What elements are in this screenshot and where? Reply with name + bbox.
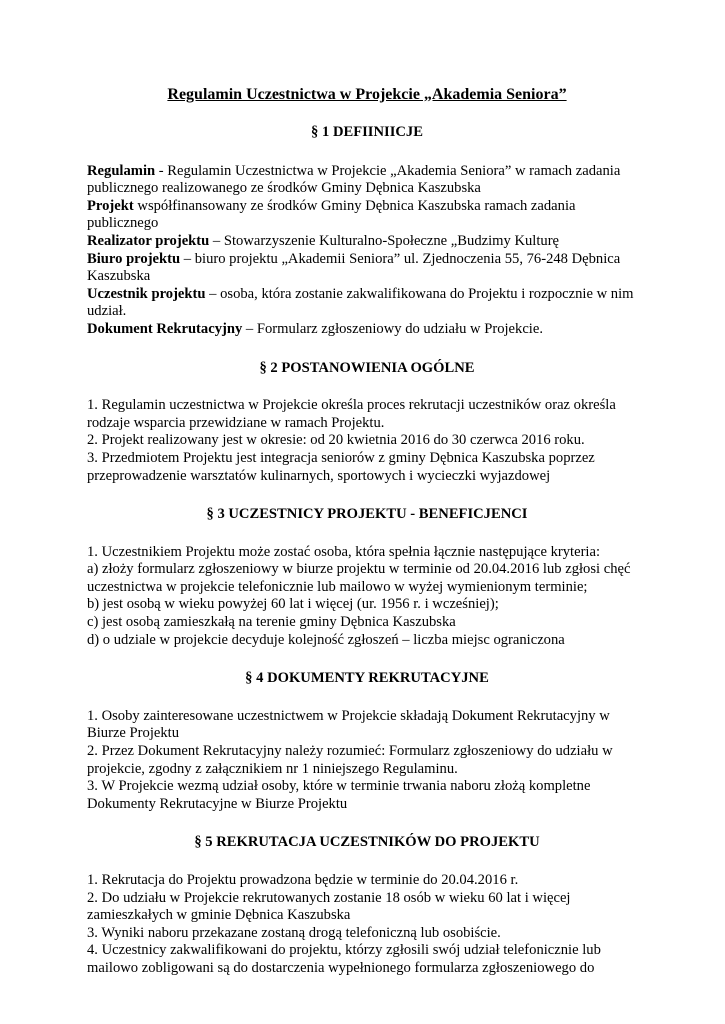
paragraph: 2. Przez Dokument Rekrutacyjny należy rozumieć: Formularz zgłoszeniowy do udziału w projekcie, zgodny z załącznikiem nr 1 niniejszego Regulaminu. [87, 743, 613, 777]
definition-projekt [87, 198, 647, 233]
document-title: Regulamin Uczestnictwa w Projekcie „Akademia Seniora” [167, 86, 567, 103]
paragraph: 2. Do udziału w Projekcie rekrutowanych zostanie 18 osób w wieku 60 lat i więcej zamieszkałych w gminie Dębnica Kaszubska [87, 889, 571, 924]
section-2-heading: § 2 POSTANOWIENIA OGÓLNE [259, 359, 475, 376]
definition-uczestnik [87, 286, 647, 321]
paragraph: 1. Rekrutacja do Projektu prowadzona będzie w terminie do 20.04.2016 r. [87, 872, 519, 888]
section-2-body [87, 397, 647, 485]
document-page [87, 85, 647, 978]
paragraph: 4. Uczestnicy zakwalifikowani do projektu, którzy zgłosili swój udział telefonicznie lub mailowo zobligowani są do dostarczenia wypełnionego formularza zgłoszeniowego do [87, 942, 601, 976]
definition-term: Projekt [87, 197, 134, 214]
definition-realizator [87, 233, 647, 251]
definition-term: Biuro projektu [87, 250, 181, 267]
section-1-definitions [87, 163, 647, 339]
definition-biuro [87, 251, 647, 286]
definition-text: - Regulamin Uczestnictwa w Projekcie „Akademia Seniora” w ramach zadania publicznego realizowanego ze środków Gminy Dębnica Kaszubska [87, 162, 621, 197]
paragraph: 3. Przedmiotem Projektu jest integracja seniorów z gminy Dębnica Kaszubska poprzez przeprowadzenie warsztatów kulinarnych, sportowych i wycieczki wyjazdowej [87, 449, 595, 484]
section-1-heading: § 1 DEFIINIICJE [311, 124, 423, 140]
paragraph: 3. Wyniki naboru przekazane zostaną drogą telefoniczną lub osobiście. [87, 924, 501, 941]
definition-term: Dokument Rekrutacyjny [87, 320, 243, 337]
section-5-heading: § 5 REKRUTACJA UCZESTNIKÓW DO PROJEKTU [194, 834, 540, 851]
paragraph: b) jest osobą w wieku powyżej 60 lat i więcej (ur. 1956 r. i wcześniej); [87, 596, 499, 613]
section-5-body [87, 872, 647, 978]
definition-term: Uczestnik projektu [87, 285, 206, 302]
section-3-body [87, 544, 647, 650]
paragraph: c) jest osobą zamieszkałą na terenie gminy Dębnica Kaszubska [87, 614, 456, 631]
paragraph: 1. Regulamin uczestnictwa w Projekcie określa proces rekrutacji uczestników oraz określa rodzaje wsparcia przewidziane w ramach Projektu. [87, 397, 616, 431]
paragraph: a) złoży formularz zgłoszeniowy w biurze projektu w terminie od 20.04.2016 lub zgłosi chęć uczestnictwa w projekcie telefonicznie lub mailowo w wyżej wymienionym terminie; [87, 561, 631, 595]
definition-text: – osoba, która zostanie zakwalifikowana do Projektu i rozpocznie w nim udział. [87, 285, 634, 320]
definition-term: Regulamin [87, 162, 156, 179]
paragraph: 3. W Projekcie wezmą udział osoby, które w terminie trwania naboru złożą kompletne Dokumenty Rekrutacyjne w Biurze Projektu [87, 778, 591, 812]
section-4-body [87, 708, 647, 814]
definition-dokument [87, 321, 647, 339]
definition-text: – Formularz zgłoszeniowy do udziału w Projekcie. [242, 320, 543, 337]
paragraph: 1. Osoby zainteresowane uczestnictwem w Projekcie składają Dokument Rekrutacyjny w Biurze Projektu [87, 707, 610, 742]
definition-text: – biuro projektu „Akademii Seniora” ul. Zjednoczenia 55, 76-248 Dębnica Kaszubska [87, 250, 621, 285]
definition-term: Realizator projektu [87, 232, 210, 249]
paragraph: d) o udziale w projekcie decyduje kolejność zgłoszeń – liczba miejsc ograniczona [87, 631, 565, 648]
paragraph: 2. Projekt realizowany jest w okresie: od 20 kwietnia 2016 do 30 czerwca 2016 roku. [87, 432, 585, 449]
definition-text: – Stowarzyszenie Kulturalno-Społeczne „Budzimy Kulturę [209, 232, 560, 249]
definition-regulamin [87, 163, 647, 198]
section-3-heading: § 3 UCZESTNICY PROJEKTU - BENEFICJENCI [206, 506, 528, 523]
section-4-heading: § 4 DOKUMENTY REKRUTACYJNE [245, 670, 489, 687]
definition-text: współfinansowany ze środków Gminy Dębnica Kaszubska ramach zadania publicznego [87, 197, 576, 232]
paragraph: 1. Uczestnikiem Projektu może zostać osoba, która spełnia łącznie następujące kryteria: [87, 543, 601, 560]
